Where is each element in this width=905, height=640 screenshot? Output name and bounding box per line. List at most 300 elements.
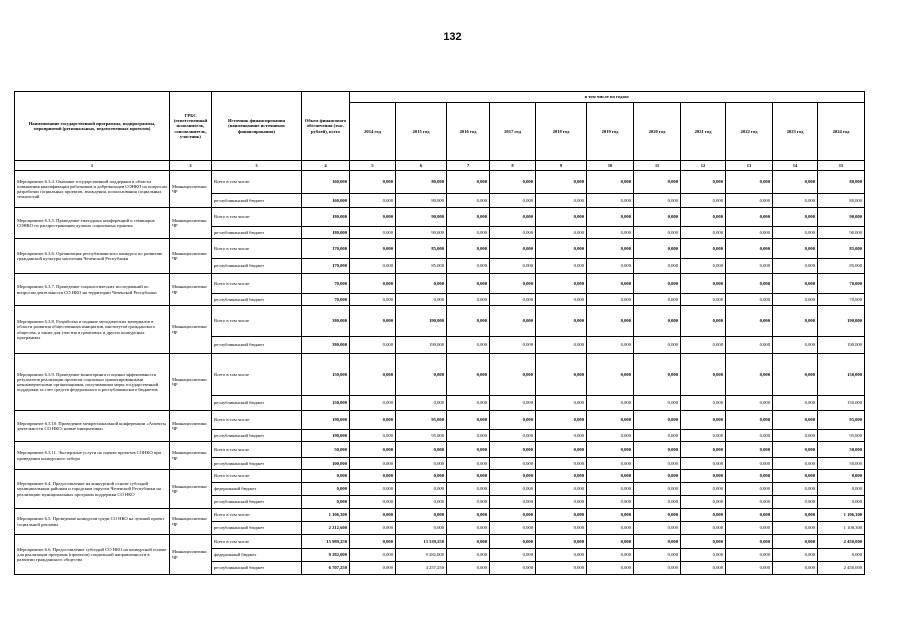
funding-year-value: 85,000 bbox=[818, 259, 865, 274]
funding-source: республиканский бюджет bbox=[212, 194, 302, 208]
funding-source: федеральный бюджет bbox=[212, 549, 302, 562]
funding-year-value: 0,000 bbox=[587, 430, 634, 442]
funding-year-value: 0,000 bbox=[587, 259, 634, 274]
funding-year-value: 0,000 bbox=[350, 354, 396, 396]
funding-year-value: 80,000 bbox=[818, 171, 865, 194]
header-year: 2023 год bbox=[773, 103, 818, 161]
funding-year-value: 0,000 bbox=[634, 194, 681, 208]
page-number: 132 bbox=[443, 31, 462, 43]
funding-year-value: 0,000 bbox=[587, 509, 634, 522]
funding-year-value: 0,000 bbox=[726, 442, 773, 458]
funding-year-value: 0,000 bbox=[681, 483, 726, 496]
funding-source: Всего в том числе: bbox=[212, 274, 302, 294]
funding-year-value: 0,000 bbox=[447, 208, 490, 227]
funding-year-value: 0,000 bbox=[490, 239, 536, 259]
funding-total: 100,000 bbox=[302, 458, 350, 470]
funding-year-value: 0,000 bbox=[726, 259, 773, 274]
funding-year-value: 85,000 bbox=[818, 239, 865, 259]
funding-year-value: 0,000 bbox=[634, 549, 681, 562]
funding-year-value: 0,000 bbox=[447, 354, 490, 396]
funding-year-value: 0,000 bbox=[681, 442, 726, 458]
funding-year-value: 0,000 bbox=[634, 259, 681, 274]
funding-year-value: 0,000 bbox=[773, 442, 818, 458]
column-number: 9 bbox=[536, 161, 587, 171]
funding-year-value: 0,000 bbox=[396, 274, 447, 294]
funding-source: федеральный бюджет bbox=[212, 483, 302, 496]
funding-year-value: 0,000 bbox=[447, 496, 490, 509]
header-year: 2014 год bbox=[350, 103, 396, 161]
activity-description: Мероприятие 6.3.5. Проведение ежегодных конференций и семинаров СОНКО по распространению лучших социальных практик bbox=[15, 208, 170, 239]
activity-description: Мероприятие 6.3.4. Оказание государственной поддержки в области повышения квалификации работников и добровольцев СОНКО по вопросам разработки социальных проектов, вхождения, использования социальных технологий bbox=[15, 171, 170, 208]
funding-year-value: 0,000 bbox=[681, 549, 726, 562]
funding-source: республиканский бюджет bbox=[212, 227, 302, 239]
funding-total: 160,000 bbox=[302, 171, 350, 194]
funding-year-value: 150,000 bbox=[818, 354, 865, 396]
table-row bbox=[15, 470, 865, 483]
funding-year-value: 0,000 bbox=[634, 354, 681, 396]
funding-year-value: 0,000 bbox=[536, 171, 587, 194]
funding-year-value: 0,000 bbox=[350, 483, 396, 496]
funding-year-value: 0,000 bbox=[773, 549, 818, 562]
funding-year-value: 0,000 bbox=[350, 274, 396, 294]
funding-year-value: 0,000 bbox=[350, 549, 396, 562]
funding-year-value: 0,000 bbox=[681, 535, 726, 549]
funding-year-value: 0,000 bbox=[536, 259, 587, 274]
funding-total: 0,000 bbox=[302, 483, 350, 496]
funding-source: республиканский бюджет bbox=[212, 259, 302, 274]
activity-description: Мероприятие 6.3.8. Разработка и издание методических материалов в области развития общественных инициатив, институтов гражданского общества, а также для участия в грантовых и других конкурсных программах bbox=[15, 306, 170, 354]
funding-year-value: 0,000 bbox=[490, 522, 536, 535]
funding-year-value: 0,000 bbox=[490, 194, 536, 208]
funding-source: Всего в том числе bbox=[212, 354, 302, 396]
funding-total: 2 212,600 bbox=[302, 522, 350, 535]
funding-year-value: 0,000 bbox=[681, 509, 726, 522]
responsible-executor: Миннацполитики ЧР bbox=[170, 208, 212, 239]
funding-year-value: 0,000 bbox=[681, 294, 726, 306]
table-row bbox=[15, 306, 865, 337]
funding-year-value: 0,000 bbox=[447, 337, 490, 354]
funding-total: 190,000 bbox=[302, 430, 350, 442]
funding-year-value: 190,000 bbox=[818, 306, 865, 337]
funding-year-value: 0,000 bbox=[634, 470, 681, 483]
funding-year-value: 0,000 bbox=[536, 430, 587, 442]
activity-description: Мероприятие 6.3.6. Организация республиканского конкурса по развитию гражданской культуры населения Чеченской Республики bbox=[15, 239, 170, 274]
funding-year-value: 0,000 bbox=[681, 306, 726, 337]
header-year: 2021 год bbox=[681, 103, 726, 161]
funding-year-value: 0,000 bbox=[490, 483, 536, 496]
funding-year-value: 0,000 bbox=[396, 483, 447, 496]
funding-year-value: 0,000 bbox=[350, 208, 396, 227]
funding-year-value: 0,000 bbox=[490, 496, 536, 509]
funding-year-value: 0,000 bbox=[773, 411, 818, 430]
funding-year-value: 0,000 bbox=[447, 411, 490, 430]
funding-year-value: 0,000 bbox=[447, 294, 490, 306]
funding-year-value: 0,000 bbox=[818, 470, 865, 483]
funding-year-value: 95,000 bbox=[396, 411, 447, 430]
responsible-executor: Миннацполитики ЧР bbox=[170, 239, 212, 274]
funding-year-value: 90,000 bbox=[396, 227, 447, 239]
funding-total: 0,000 bbox=[302, 496, 350, 509]
funding-year-value: 0,000 bbox=[396, 442, 447, 458]
funding-year-value: 0,000 bbox=[447, 274, 490, 294]
funding-year-value: 85,000 bbox=[396, 239, 447, 259]
column-number: 7 bbox=[447, 161, 490, 171]
funding-year-value: 0,000 bbox=[726, 354, 773, 396]
funding-year-value: 0,000 bbox=[536, 396, 587, 411]
funding-year-value: 0,000 bbox=[447, 535, 490, 549]
header-source: Источник финансирования (наименование источников финансирования) bbox=[212, 92, 302, 161]
funding-year-value: 0,000 bbox=[490, 396, 536, 411]
header-name: Наименование государственной программы, подпрограммы, мероприятий (региональных, ведомственных проектов) bbox=[15, 92, 170, 161]
funding-year-value: 0,000 bbox=[490, 294, 536, 306]
responsible-executor: Миннацполитики ЧР bbox=[170, 470, 212, 509]
funding-year-value: 0,000 bbox=[681, 208, 726, 227]
funding-year-value: 1 106,300 bbox=[818, 509, 865, 522]
funding-year-value: 95,000 bbox=[818, 430, 865, 442]
funding-year-value: 0,000 bbox=[350, 194, 396, 208]
funding-year-value: 0,000 bbox=[536, 562, 587, 575]
funding-year-value: 0,000 bbox=[350, 337, 396, 354]
funding-year-value: 0,000 bbox=[634, 239, 681, 259]
funding-year-value: 150,000 bbox=[818, 396, 865, 411]
responsible-executor: Миннацполитики ЧР bbox=[170, 535, 212, 575]
funding-year-value: 0,000 bbox=[587, 396, 634, 411]
funding-year-value: 0,000 bbox=[726, 306, 773, 337]
header-year: 2020 год bbox=[634, 103, 681, 161]
funding-year-value: 0,000 bbox=[726, 470, 773, 483]
responsible-executor: Миннацполитики ЧР bbox=[170, 442, 212, 470]
funding-year-value: 0,000 bbox=[634, 458, 681, 470]
funding-year-value: 0,000 bbox=[490, 306, 536, 337]
funding-year-value: 0,000 bbox=[536, 208, 587, 227]
funding-year-value: 0,000 bbox=[587, 522, 634, 535]
funding-year-value: 0,000 bbox=[773, 458, 818, 470]
funding-year-value: 0,000 bbox=[773, 483, 818, 496]
funding-year-value: 0,000 bbox=[536, 306, 587, 337]
funding-year-value: 0,000 bbox=[681, 194, 726, 208]
column-number: 6 bbox=[396, 161, 447, 171]
funding-year-value: 0,000 bbox=[447, 442, 490, 458]
funding-year-value: 0,000 bbox=[587, 306, 634, 337]
funding-year-value: 0,000 bbox=[587, 470, 634, 483]
table-row bbox=[15, 208, 865, 227]
funding-year-value: 0,000 bbox=[536, 194, 587, 208]
column-number: 2 bbox=[170, 161, 212, 171]
activity-description: Мероприятие 6.3.7. Проведение социологических исследований по вопросам деятельности СО НКО на территории Чеченской Республики bbox=[15, 274, 170, 306]
funding-year-value: 0,000 bbox=[350, 442, 396, 458]
funding-year-value: 0,000 bbox=[634, 306, 681, 337]
funding-year-value: 0,000 bbox=[726, 239, 773, 259]
funding-source: Всего в том числе: bbox=[212, 171, 302, 194]
funding-year-value: 0,000 bbox=[681, 227, 726, 239]
funding-year-value: 0,000 bbox=[681, 396, 726, 411]
funding-year-value: 0,000 bbox=[726, 227, 773, 239]
header-gbs: ГРБС (ответственный исполнитель, соисполнитель, участник) bbox=[170, 92, 212, 161]
funding-year-value: 0,000 bbox=[726, 535, 773, 549]
header-year: 2016 год bbox=[447, 103, 490, 161]
funding-year-value: 0,000 bbox=[726, 562, 773, 575]
funding-year-value: 0,000 bbox=[536, 274, 587, 294]
funding-total: 160,000 bbox=[302, 194, 350, 208]
funding-year-value: 0,000 bbox=[726, 294, 773, 306]
funding-year-value: 0,000 bbox=[447, 306, 490, 337]
funding-year-value: 0,000 bbox=[587, 535, 634, 549]
funding-year-value: 0,000 bbox=[490, 470, 536, 483]
funding-year-value: 0,000 bbox=[490, 562, 536, 575]
funding-year-value: 0,000 bbox=[536, 522, 587, 535]
funding-year-value: 0,000 bbox=[587, 549, 634, 562]
funding-year-value: 80,000 bbox=[818, 194, 865, 208]
funding-total: 9 282,000 bbox=[302, 549, 350, 562]
funding-year-value: 0,000 bbox=[634, 396, 681, 411]
funding-year-value: 2 450,000 bbox=[818, 535, 865, 549]
funding-year-value: 0,000 bbox=[773, 522, 818, 535]
funding-source: Всего в том числе bbox=[212, 306, 302, 337]
header-by-year: в том числе по годам: bbox=[350, 92, 865, 103]
funding-year-value: 0,000 bbox=[447, 522, 490, 535]
activity-description: Мероприятие 6.4. Предоставление на конкурсной основе субсидий муниципальным районам и городским округам Чеченской Республики на реализацию муниципальных программ поддержки СО НКО bbox=[15, 470, 170, 509]
funding-year-value: 50,000 bbox=[818, 442, 865, 458]
funding-year-value: 0,000 bbox=[681, 354, 726, 396]
funding-year-value: 0,000 bbox=[350, 496, 396, 509]
funding-year-value: 0,000 bbox=[634, 562, 681, 575]
funding-year-value: 0,000 bbox=[726, 430, 773, 442]
funding-source: республиканский бюджет bbox=[212, 562, 302, 575]
funding-year-value: 190,000 bbox=[396, 306, 447, 337]
funding-year-value: 0,000 bbox=[634, 522, 681, 535]
funding-year-value: 0,000 bbox=[773, 396, 818, 411]
funding-year-value: 0,000 bbox=[350, 535, 396, 549]
funding-year-value: 0,000 bbox=[350, 562, 396, 575]
funding-year-value: 0,000 bbox=[773, 430, 818, 442]
funding-source: республиканский бюджет bbox=[212, 396, 302, 411]
funding-year-value: 0,000 bbox=[536, 458, 587, 470]
column-number: 11 bbox=[634, 161, 681, 171]
column-number: 10 bbox=[587, 161, 634, 171]
funding-year-value: 0,000 bbox=[536, 470, 587, 483]
funding-source: республиканский бюджет bbox=[212, 496, 302, 509]
funding-year-value: 0,000 bbox=[447, 483, 490, 496]
column-number: 5 bbox=[350, 161, 396, 171]
funding-year-value: 0,000 bbox=[490, 354, 536, 396]
funding-total: 15 989,250 bbox=[302, 535, 350, 549]
funding-year-value: 0,000 bbox=[490, 442, 536, 458]
funding-year-value: 0,000 bbox=[726, 208, 773, 227]
funding-year-value: 0,000 bbox=[634, 337, 681, 354]
funding-year-value: 0,000 bbox=[634, 535, 681, 549]
funding-year-value: 0,000 bbox=[396, 496, 447, 509]
column-number: 4 bbox=[302, 161, 350, 171]
funding-year-value: 0,000 bbox=[726, 509, 773, 522]
funding-year-value: 0,000 bbox=[634, 483, 681, 496]
funding-year-value: 0,000 bbox=[587, 458, 634, 470]
header-volume: Объем финансового обеспечения (тыс. рублей), всего bbox=[302, 92, 350, 161]
funding-year-value: 0,000 bbox=[773, 239, 818, 259]
funding-year-value: 0,000 bbox=[587, 496, 634, 509]
funding-total: 190,000 bbox=[302, 411, 350, 430]
funding-year-value: 0,000 bbox=[773, 171, 818, 194]
funding-year-value: 0,000 bbox=[536, 549, 587, 562]
funding-year-value: 0,000 bbox=[490, 227, 536, 239]
funding-year-value: 0,000 bbox=[773, 227, 818, 239]
funding-year-value: 95,000 bbox=[396, 430, 447, 442]
funding-year-value: 0,000 bbox=[773, 194, 818, 208]
funding-year-value: 0,000 bbox=[536, 239, 587, 259]
funding-year-value: 0,000 bbox=[350, 227, 396, 239]
funding-year-value: 0,000 bbox=[350, 259, 396, 274]
funding-year-value: 0,000 bbox=[726, 496, 773, 509]
funding-year-value: 0,000 bbox=[773, 470, 818, 483]
funding-year-value: 0,000 bbox=[536, 337, 587, 354]
funding-year-value: 13 539,250 bbox=[396, 535, 447, 549]
column-number: 15 bbox=[818, 161, 865, 171]
funding-year-value: 0,000 bbox=[634, 509, 681, 522]
activity-description: Мероприятие 6.3.9. Проведение мониторинга и оценки эффективности результатов реализации проектов социально ориентированными некоммерческими организациями, получившими меры государственной поддержки за счет средств федерального и республиканского бюджетов bbox=[15, 354, 170, 411]
table-row bbox=[15, 354, 865, 396]
funding-source: Всего в том числе: bbox=[212, 208, 302, 227]
funding-year-value: 0,000 bbox=[447, 458, 490, 470]
funding-year-value: 0,000 bbox=[587, 483, 634, 496]
funding-year-value: 0,000 bbox=[447, 171, 490, 194]
column-number: 1 bbox=[15, 161, 170, 171]
funding-year-value: 0,000 bbox=[447, 239, 490, 259]
responsible-executor: Миннацполитики ЧР bbox=[170, 354, 212, 411]
funding-year-value: 0,000 bbox=[773, 535, 818, 549]
funding-year-value: 0,000 bbox=[490, 208, 536, 227]
funding-total: 0,000 bbox=[302, 470, 350, 483]
funding-year-value: 0,000 bbox=[773, 208, 818, 227]
funding-total: 1 106,300 bbox=[302, 509, 350, 522]
funding-year-value: 70,000 bbox=[818, 294, 865, 306]
activity-description: Мероприятие 6.6. Предоставление субсидий СО НКО на конкурсной основе для реализации программ (проектов) социальной направленности в развитии гражданского общества bbox=[15, 535, 170, 575]
funding-year-value: 0,000 bbox=[634, 496, 681, 509]
funding-year-value: 0,000 bbox=[726, 549, 773, 562]
funding-year-value: 0,000 bbox=[634, 430, 681, 442]
table-row bbox=[15, 509, 865, 522]
funding-year-value: 0,000 bbox=[587, 337, 634, 354]
funding-year-value: 0,000 bbox=[681, 562, 726, 575]
funding-year-value: 0,000 bbox=[447, 259, 490, 274]
funding-year-value: 0,000 bbox=[490, 171, 536, 194]
funding-year-value: 0,000 bbox=[773, 306, 818, 337]
funding-year-value: 190,000 bbox=[818, 337, 865, 354]
header-year: 2024 год bbox=[818, 103, 865, 161]
funding-year-value: 0,000 bbox=[536, 354, 587, 396]
funding-year-value: 0,000 bbox=[726, 171, 773, 194]
funding-total: 50,000 bbox=[302, 442, 350, 458]
funding-year-value: 0,000 bbox=[587, 442, 634, 458]
funding-year-value: 0,000 bbox=[536, 294, 587, 306]
funding-year-value: 0,000 bbox=[490, 411, 536, 430]
funding-year-value: 0,000 bbox=[587, 227, 634, 239]
header-year: 2022 год bbox=[726, 103, 773, 161]
funding-year-value: 0,000 bbox=[536, 483, 587, 496]
funding-year-value: 70,000 bbox=[818, 274, 865, 294]
header-year: 2018 год bbox=[536, 103, 587, 161]
funding-year-value: 0,000 bbox=[681, 171, 726, 194]
column-number: 13 bbox=[726, 161, 773, 171]
funding-year-value: 0,000 bbox=[681, 430, 726, 442]
table-row bbox=[15, 535, 865, 549]
funding-source: республиканский бюджет bbox=[212, 522, 302, 535]
funding-year-value: 0,000 bbox=[634, 208, 681, 227]
funding-year-value: 0,000 bbox=[634, 171, 681, 194]
funding-source: республиканский бюджет bbox=[212, 430, 302, 442]
funding-year-value: 0,000 bbox=[681, 458, 726, 470]
funding-total: 180,000 bbox=[302, 227, 350, 239]
funding-year-value: 0,000 bbox=[536, 442, 587, 458]
funding-year-value: 0,000 bbox=[396, 509, 447, 522]
funding-year-value: 0,000 bbox=[350, 522, 396, 535]
funding-year-value: 90,000 bbox=[396, 208, 447, 227]
funding-year-value: 0,000 bbox=[350, 239, 396, 259]
funding-year-value: 0,000 bbox=[396, 470, 447, 483]
funding-year-value: 0,000 bbox=[447, 549, 490, 562]
funding-year-value: 0,000 bbox=[634, 442, 681, 458]
funding-year-value: 0,000 bbox=[587, 294, 634, 306]
funding-year-value: 0,000 bbox=[447, 194, 490, 208]
funding-year-value: 0,000 bbox=[490, 259, 536, 274]
funding-year-value: 0,000 bbox=[447, 470, 490, 483]
funding-year-value: 0,000 bbox=[350, 509, 396, 522]
funding-year-value: 0,000 bbox=[773, 274, 818, 294]
funding-year-value: 2 450,000 bbox=[818, 562, 865, 575]
funding-year-value: 0,000 bbox=[536, 227, 587, 239]
funding-year-value: 0,000 bbox=[634, 294, 681, 306]
activity-description: Мероприятие 6.3.10. Проведение межрегиональной конференции «Аспекты деятельности СО НКО: новые инициативы» bbox=[15, 411, 170, 442]
funding-total: 70,000 bbox=[302, 274, 350, 294]
funding-year-value: 0,000 bbox=[587, 354, 634, 396]
funding-total: 70,000 bbox=[302, 294, 350, 306]
funding-year-value: 80,000 bbox=[396, 171, 447, 194]
funding-year-value: 0,000 bbox=[447, 430, 490, 442]
funding-year-value: 0,000 bbox=[773, 354, 818, 396]
table-row bbox=[15, 239, 865, 259]
funding-year-value: 0,000 bbox=[350, 396, 396, 411]
funding-year-value: 0,000 bbox=[447, 227, 490, 239]
funding-year-value: 0,000 bbox=[587, 194, 634, 208]
funding-year-value: 0,000 bbox=[536, 496, 587, 509]
funding-year-value: 0,000 bbox=[773, 562, 818, 575]
funding-year-value: 0,000 bbox=[350, 171, 396, 194]
funding-total: 170,000 bbox=[302, 239, 350, 259]
funding-year-value: 0,000 bbox=[726, 396, 773, 411]
funding-year-value: 0,000 bbox=[350, 294, 396, 306]
funding-year-value: 0,000 bbox=[773, 294, 818, 306]
funding-year-value: 0,000 bbox=[726, 458, 773, 470]
funding-year-value: 0,000 bbox=[634, 411, 681, 430]
table-row bbox=[15, 411, 865, 430]
funding-year-value: 0,000 bbox=[396, 354, 447, 396]
funding-year-value: 90,000 bbox=[818, 227, 865, 239]
funding-year-value: 0,000 bbox=[350, 411, 396, 430]
funding-year-value: 0,000 bbox=[681, 411, 726, 430]
funding-year-value: 0,000 bbox=[726, 274, 773, 294]
header-year: 2015 год bbox=[396, 103, 447, 161]
funding-year-value: 0,000 bbox=[587, 274, 634, 294]
table-row bbox=[15, 442, 865, 458]
funding-year-value: 190,000 bbox=[396, 337, 447, 354]
funding-year-value: 0,000 bbox=[536, 535, 587, 549]
funding-year-value: 0,000 bbox=[490, 535, 536, 549]
funding-year-value: 80,000 bbox=[396, 194, 447, 208]
funding-year-value: 0,000 bbox=[587, 411, 634, 430]
column-numbers-row bbox=[15, 161, 865, 171]
funding-source: республиканский бюджет bbox=[212, 458, 302, 470]
responsible-executor: Миннацполитики ЧР bbox=[170, 411, 212, 442]
funding-total: 150,000 bbox=[302, 354, 350, 396]
funding-year-value: 0,000 bbox=[587, 171, 634, 194]
